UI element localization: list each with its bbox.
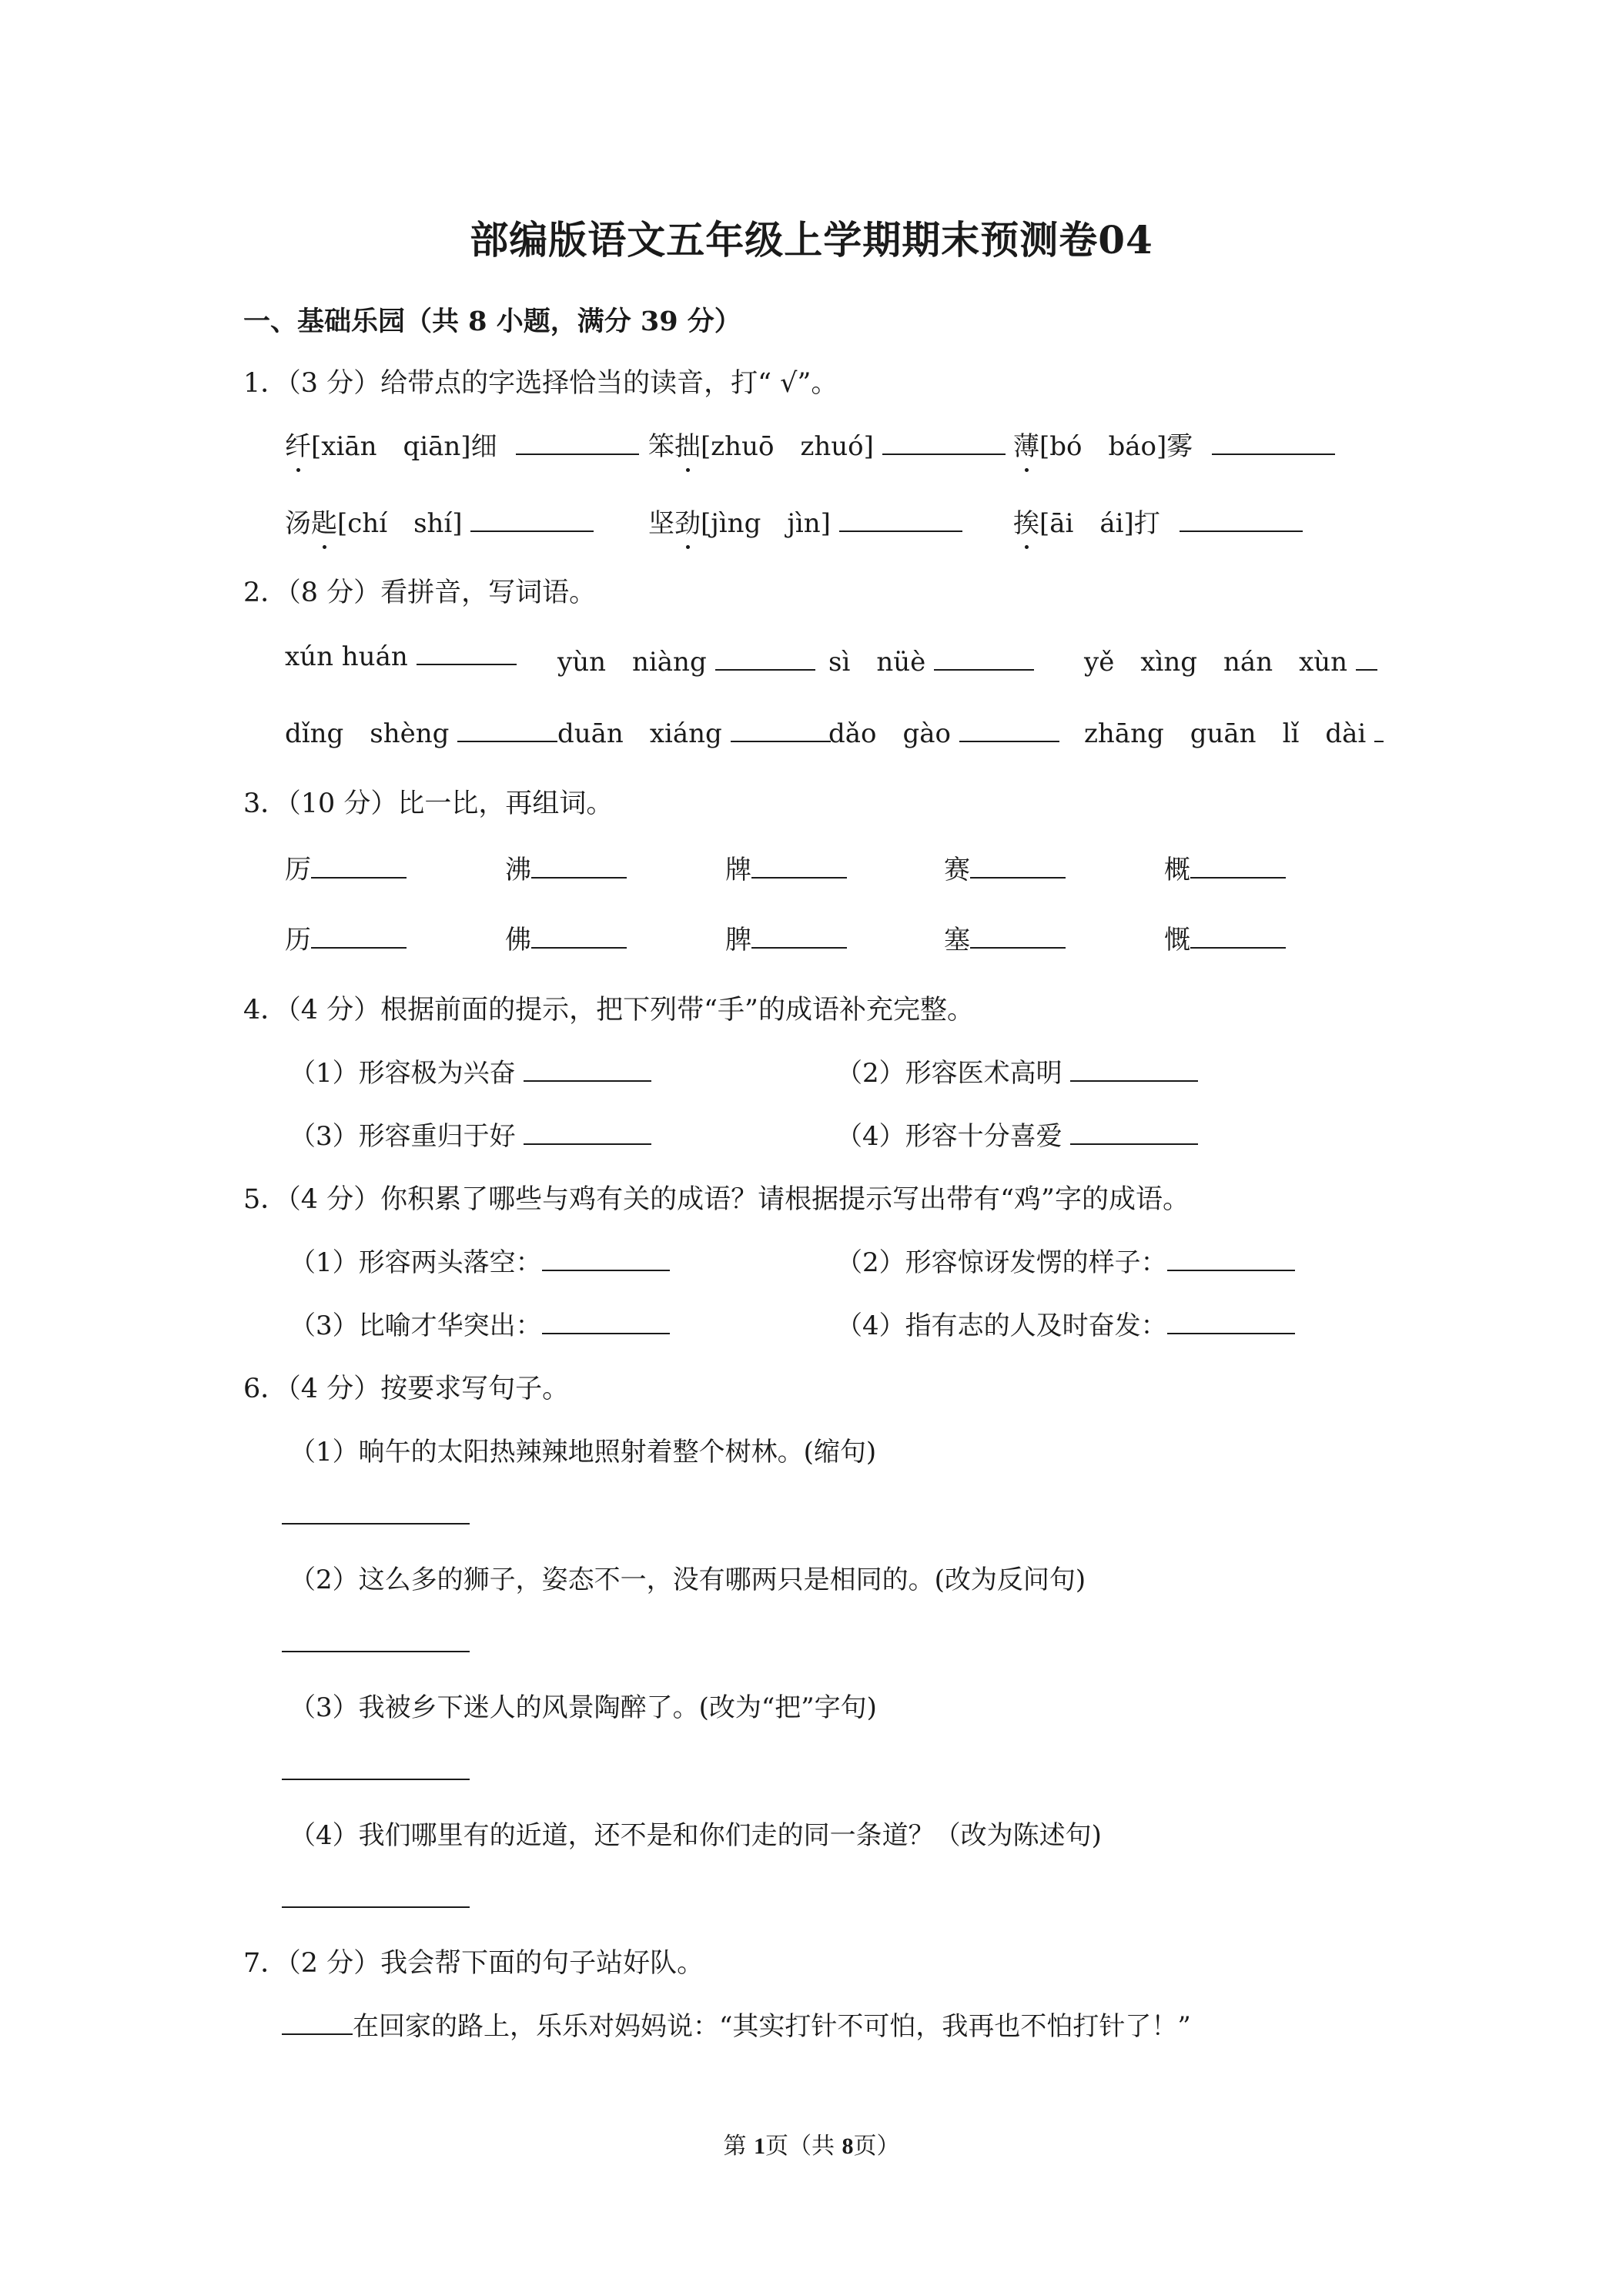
answer-blank[interactable] <box>457 718 557 742</box>
answer-blank[interactable] <box>934 646 1034 671</box>
q2-pinyin: xún huán <box>285 641 517 672</box>
q7-sentence: 在回家的路上，乐乐对妈妈说：“其实打针不可怕，我再也不怕打针了！” <box>282 2005 1191 2043</box>
q6-item: （1）晌午的太阳热辣辣地照射着整个树林。(缩句) <box>289 1437 877 1468</box>
q5-item: （4）指有志的人及时奋发： <box>836 1304 1295 1342</box>
answer-blank[interactable] <box>1356 646 1377 671</box>
q3-char: 沸 <box>505 848 627 886</box>
answer-blank[interactable] <box>882 430 1006 455</box>
q1-item-3: 薄[bó báo]雾 <box>1013 425 1335 463</box>
answer-blank[interactable] <box>970 854 1066 879</box>
answer-blank[interactable] <box>751 854 847 879</box>
question-2-stem: 2．（8 分）看拼音，写词语。 <box>243 577 597 608</box>
answer-blank[interactable] <box>542 1310 670 1334</box>
answer-blank[interactable] <box>524 1057 651 1082</box>
q3-char: 概 <box>1164 848 1286 886</box>
q1-item-5: 坚劲[jìng jìn] <box>648 502 962 540</box>
q3-char: 慨 <box>1164 919 1286 956</box>
q1-item-1: 纤[xiān qiān]细 <box>285 425 639 463</box>
answer-blank[interactable] <box>751 924 847 949</box>
answer-blank[interactable] <box>1070 1120 1198 1145</box>
q6-item: （4）我们哪里有的近道，还不是和你们走的同一条道？（改为陈述句) <box>289 1820 1102 1851</box>
q1-item-4: 汤匙[chí shí] <box>285 502 594 540</box>
answer-blank[interactable] <box>1167 1310 1295 1334</box>
q2-pinyin: sì nüè <box>828 641 1034 678</box>
q4-item: （3）形容重归于好 <box>289 1115 651 1153</box>
answer-line[interactable] <box>282 1521 470 1525</box>
answer-blank[interactable] <box>531 854 627 879</box>
answer-blank[interactable] <box>542 1247 670 1271</box>
answer-blank[interactable] <box>311 854 407 879</box>
answer-blank[interactable] <box>470 507 594 532</box>
answer-blank[interactable] <box>1190 854 1286 879</box>
answer-blank[interactable] <box>839 507 962 532</box>
q2-pinyin: dǎo gào <box>828 712 1059 750</box>
answer-blank[interactable] <box>1212 430 1335 455</box>
answer-line[interactable] <box>282 1649 470 1652</box>
q3-char: 塞 <box>944 919 1066 956</box>
answer-blank[interactable] <box>731 718 831 742</box>
answer-blank[interactable] <box>417 641 517 665</box>
answer-blank[interactable] <box>715 646 815 671</box>
order-blank[interactable] <box>282 2010 353 2035</box>
q3-char: 佛 <box>505 919 627 956</box>
q1-item-2: 笨拙[zhuō zhuó] <box>648 425 1006 463</box>
section-heading: 一、基础乐园（共 8 小题，满分 39 分） <box>243 306 741 337</box>
question-7-stem: 7．（2 分）我会帮下面的句子站好队。 <box>243 1948 704 1979</box>
question-5-stem: 5．（4 分）你积累了哪些与鸡有关的成语？请根据提示写出带有“鸡”字的成语。 <box>243 1184 1190 1215</box>
q6-item: （3）我被乡下迷人的风景陶醉了。(改为“把”字句) <box>289 1692 877 1723</box>
answer-blank[interactable] <box>1167 1247 1295 1271</box>
q4-item: （1）形容极为兴奋 <box>289 1052 651 1089</box>
q1-item-6: 挨[āi ái]打 <box>1013 502 1303 540</box>
question-1-stem: 1．（3 分）给带点的字选择恰当的读音，打“ √”。 <box>243 368 838 399</box>
question-6-stem: 6．（4 分）按要求写句子。 <box>243 1374 570 1404</box>
q4-item: （2）形容医术高明 <box>836 1052 1198 1089</box>
q2-pinyin: yùn niàng <box>557 641 815 678</box>
answer-blank[interactable] <box>524 1120 651 1145</box>
answer-blank[interactable] <box>311 924 407 949</box>
q4-item: （4）形容十分喜爱 <box>836 1115 1198 1153</box>
q3-char: 赛 <box>944 848 1066 886</box>
question-4-stem: 4．（4 分）根据前面的提示，把下列带“手”的成语补充完整。 <box>243 995 974 1026</box>
answer-blank[interactable] <box>1190 924 1286 949</box>
answer-blank[interactable] <box>959 718 1059 742</box>
q2-pinyin: dǐng shèng <box>285 712 557 750</box>
q5-item: （2）形容惊讶发愣的样子： <box>836 1241 1295 1279</box>
q2-pinyin: duān xiáng <box>557 712 831 750</box>
q5-item: （3）比喻才华突出： <box>289 1304 670 1342</box>
q2-pinyin: yě xìng nán xùn <box>1084 641 1377 678</box>
q3-char: 脾 <box>725 919 847 956</box>
answer-line[interactable] <box>282 1777 470 1780</box>
question-3-stem: 3．（10 分）比一比，再组词。 <box>243 788 614 819</box>
q2-pinyin: zhāng guān lǐ dài <box>1084 712 1384 750</box>
answer-line[interactable] <box>282 1905 470 1908</box>
q6-item: （2）这么多的狮子，姿态不一，没有哪两只是相同的。(改为反问句) <box>289 1565 1086 1595</box>
answer-blank[interactable] <box>1070 1057 1198 1082</box>
answer-blank[interactable] <box>1180 507 1303 532</box>
page-title: 部编版语文五年级上学期期末预测卷04 <box>470 217 1153 263</box>
q3-char: 历 <box>285 919 407 956</box>
page-footer: 第 1页（共 8页） <box>723 2133 900 2160</box>
answer-blank[interactable] <box>531 924 627 949</box>
q5-item: （1）形容两头落空： <box>289 1241 670 1279</box>
answer-blank[interactable] <box>516 430 639 455</box>
q3-char: 牌 <box>725 848 847 886</box>
answer-blank[interactable] <box>1374 718 1384 742</box>
answer-blank[interactable] <box>970 924 1066 949</box>
q3-char: 厉 <box>285 848 407 886</box>
